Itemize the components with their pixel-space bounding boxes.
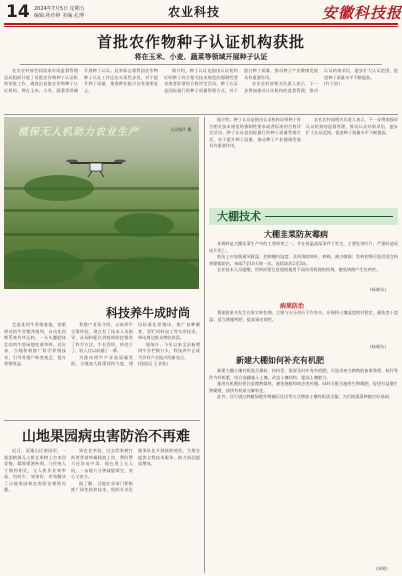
article-body <box>4 448 200 572</box>
article-paragraph: 走进某肉牛养殖基地，宽敞明亮的牛舍整齐排列，自动化饲喂系统有序运转，一头头膘肥体壮的肉牛悠闲地吃着草料。近年来，当地积极推广科学养殖技术，引导养殖户转变观念，提升养殖效益。 <box>4 322 66 366</box>
editor-line: 编辑:孙沙婷 美编:孔博 <box>34 13 84 19</box>
article-paragraph: 养殖户老张介绍，以前养牛全靠经验，现在有了技术人员指导，从饲料配比到疫病防控都有了科学方法，牛长得快，病也少了，收入比以前翻了一番。 <box>71 322 133 353</box>
drone-photo <box>4 117 199 289</box>
date-line: 2024年7月5日 星期五 <box>34 6 85 12</box>
column-editor: (杨晓东) <box>370 344 386 349</box>
lead-editor: (许子怡) <box>324 81 340 86</box>
lead-paragraph: 据介绍，种子认证是指由认证机构证明种子符合相关技术规范的强制性要求或者标准的合格评定活动。种子认证是国际通行的种子质量管理方式，对于提升种子质量、推动种子产业健康发展具有重要作用。 <box>209 117 301 148</box>
page-number: 14 <box>6 2 30 22</box>
photo-credit: 人民图片 摄 <box>170 127 192 132</box>
photo-caption: 植保无人机助力农业生产 <box>18 127 139 138</box>
column-paragraph: 防治上应加强通风排湿，控制棚内湿度；及时清除病叶、病株，减少菌源；发病初期可选用适宜药剂喷雾防治，每隔7至10天喷一次，连续防治2至3次。 <box>209 254 398 266</box>
article-editor: (钱思远 王亚欣) <box>138 361 168 366</box>
column-paragraph: 农业技术人员提醒，用药时要注意轮换使用不同作用机理的药剂，避免病菌产生抗药性。 <box>217 267 381 272</box>
lead-paragraph: 农业农村部相关负责人表示，下一步将加强对认证机构的监督管理，推动认证结果采信，逐步扩大认证范围，促进种子质量水平不断提高。 <box>244 68 398 93</box>
column-headline: 大棚韭菜防灰霉病 <box>264 230 328 239</box>
drone-icon <box>66 157 126 179</box>
article-paragraph: 果农老李说，过去给果树打药要背着药桶爬坡上坎，费时费力还容易中毒，现在用上无人机，一亩地几分钟就能喷完，省心又省力。 <box>71 448 133 479</box>
column-headline: 病果防治 <box>280 303 305 310</box>
column-paragraph: 番茄裂果多发生在果实转色期，主要与水分供应不均有关。应保持土壤湿度相对稳定，避免忽干忽湿；适当增施钙肥，提高果皮韧性。 <box>209 310 398 322</box>
article-paragraph: 据了解，当地农业部门积极推广绿色防控技术，组织专业化服务队伍开展统防统治，为果农提供全程技术服务，助力果品提质增效。 <box>71 448 200 492</box>
newspaper-logo: 安徽科技报 <box>322 4 402 22</box>
column-body <box>209 310 398 344</box>
lead-subheadline: 将在玉米、小麦、蔬菜等领域开展种子认证 <box>134 53 268 61</box>
column-banner <box>209 208 398 225</box>
lead-divider <box>20 64 382 65</box>
column-divider <box>204 117 205 573</box>
lead-continuation <box>209 117 398 205</box>
lead-paragraph: 农业农村部相关负责人表示，下一步将加强对认证机构的监督管理，推动认证结果采信，逐步扩大认证范围，促进种子质量水平不断提高。 <box>306 117 398 135</box>
lead-paragraph: 据介绍，种子认证是指由认证机构证明种子符合相关技术规范的强制性要求或者标准的合格评定活动。种子认证是国际通行的种子质量管理方式，对于提升种子质量、推动种子产业健康发展具有重要作用。 <box>164 68 318 93</box>
lead-body <box>4 68 398 112</box>
article-paragraph: 近日，某地山区果园里，一架架植保无人机在果树上空来回穿梭，精准喷洒药剂。与传统人工喷药相比，无人机作业效率高、用药少、效果好，有效解决了山地果园病虫害防治难的问题。 <box>4 448 66 492</box>
header-rule-thin <box>4 26 398 27</box>
column-paragraph: 施用有机肥时要注意腐熟彻底，避免烧根和病虫害传播。同时可配合施用生物菌肥，促进有益微生物繁殖，加快有机质分解转化。 <box>209 381 398 393</box>
column-editor: (周婷) <box>376 566 388 571</box>
page-header <box>0 0 402 30</box>
section-divider <box>4 114 398 115</box>
lead-headline: 首批农作物种子认证机构获批 <box>96 33 305 51</box>
column-headline: 新建大棚如何补充有机肥 <box>236 356 324 365</box>
section-title: 农业科技 <box>168 5 221 19</box>
column-paragraph: 此外，还可通过种植绿肥作物翻压还田等方式增加土壤有机质含量，为后续蔬菜种植打好基础。 <box>217 394 393 399</box>
article-headline: 山地果园病虫害防治不再难 <box>22 429 190 445</box>
article-divider <box>4 420 200 421</box>
column-paragraph: 灰霉病是大棚韭菜生产中的主要病害之一，多在低温高湿条件下发生，主要危害叶片，严重时造成成片死亡。 <box>209 241 398 253</box>
column-body <box>209 241 398 287</box>
header-rule <box>4 23 398 25</box>
column-editor: (杨晓东) <box>370 287 386 292</box>
article-body <box>4 322 200 418</box>
article-paragraph: 据统计，今年以来全县新增肉牛存栏数万头，科技养牛正成为乡村产业振兴的新亮点。 <box>138 341 200 360</box>
lead-paragraph: 农业农村部会同国家市场监督管理总局组织开展了首批农作物种子认证机构审批工作，遴选出首批农作物种子认证机构，将在玉米、小麦、蔬菜等领域开展种子认证。此举标志着我国农作物种子认证工作迈出实质性步伐，对于提升种子质量、推进种业振兴具有重要意义。 <box>4 68 158 93</box>
article-paragraph: 为推动肉牛产业高质量发展，当地加大政策扶持力度，建设标准化养殖场，推广良种繁育、青贮饲料加工等实用技术，带动周边群众增收致富。 <box>71 322 200 366</box>
column-banner-title: 大棚技术 <box>217 210 261 223</box>
article-headline: 科技养牛成时尚 <box>106 306 191 320</box>
banner-rule <box>265 216 393 217</box>
column-paragraph: 新建大棚土壤有机质含量低、结构差，需要及时补充有机肥。可选用充分腐熟的畜禽粪便、秸秆等作为有机肥，结合深翻施入土壤，改良土壤结构，提高土壤肥力。 <box>209 368 398 380</box>
column-body <box>209 368 398 566</box>
